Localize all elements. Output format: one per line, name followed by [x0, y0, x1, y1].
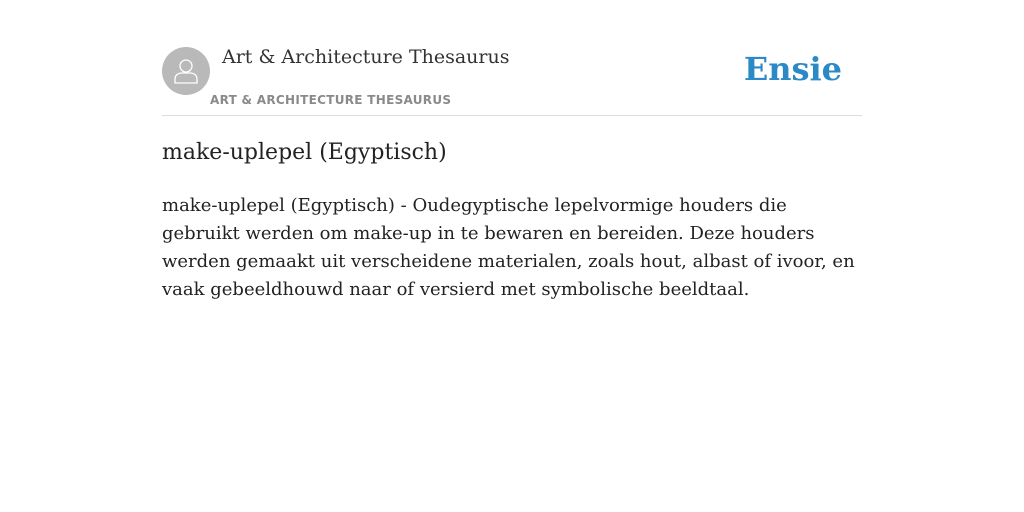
brand-logo[interactable]: Ensie [743, 50, 842, 88]
avatar[interactable] [162, 47, 210, 95]
site-title[interactable]: Art & Architecture Thesaurus [222, 46, 510, 68]
header [162, 40, 862, 116]
entry-body: make-uplepel (Egyptisch) - Oudegyptische lepelvormige houders die gebruikt werden om make-up in te bewaren en bereiden. Deze houders werden gemaakt uit verscheidene materialen, zoals hout, albast of ivoor, en vaak gebeeldhouwd naar of versierd met symbolische beeldtaal. [162, 195, 855, 300]
entry-title: make-uplepel (Egyptisch) [162, 140, 447, 165]
user-icon [171, 56, 201, 86]
site-subtitle[interactable]: ART & ARCHITECTURE THESAURUS [210, 93, 452, 107]
